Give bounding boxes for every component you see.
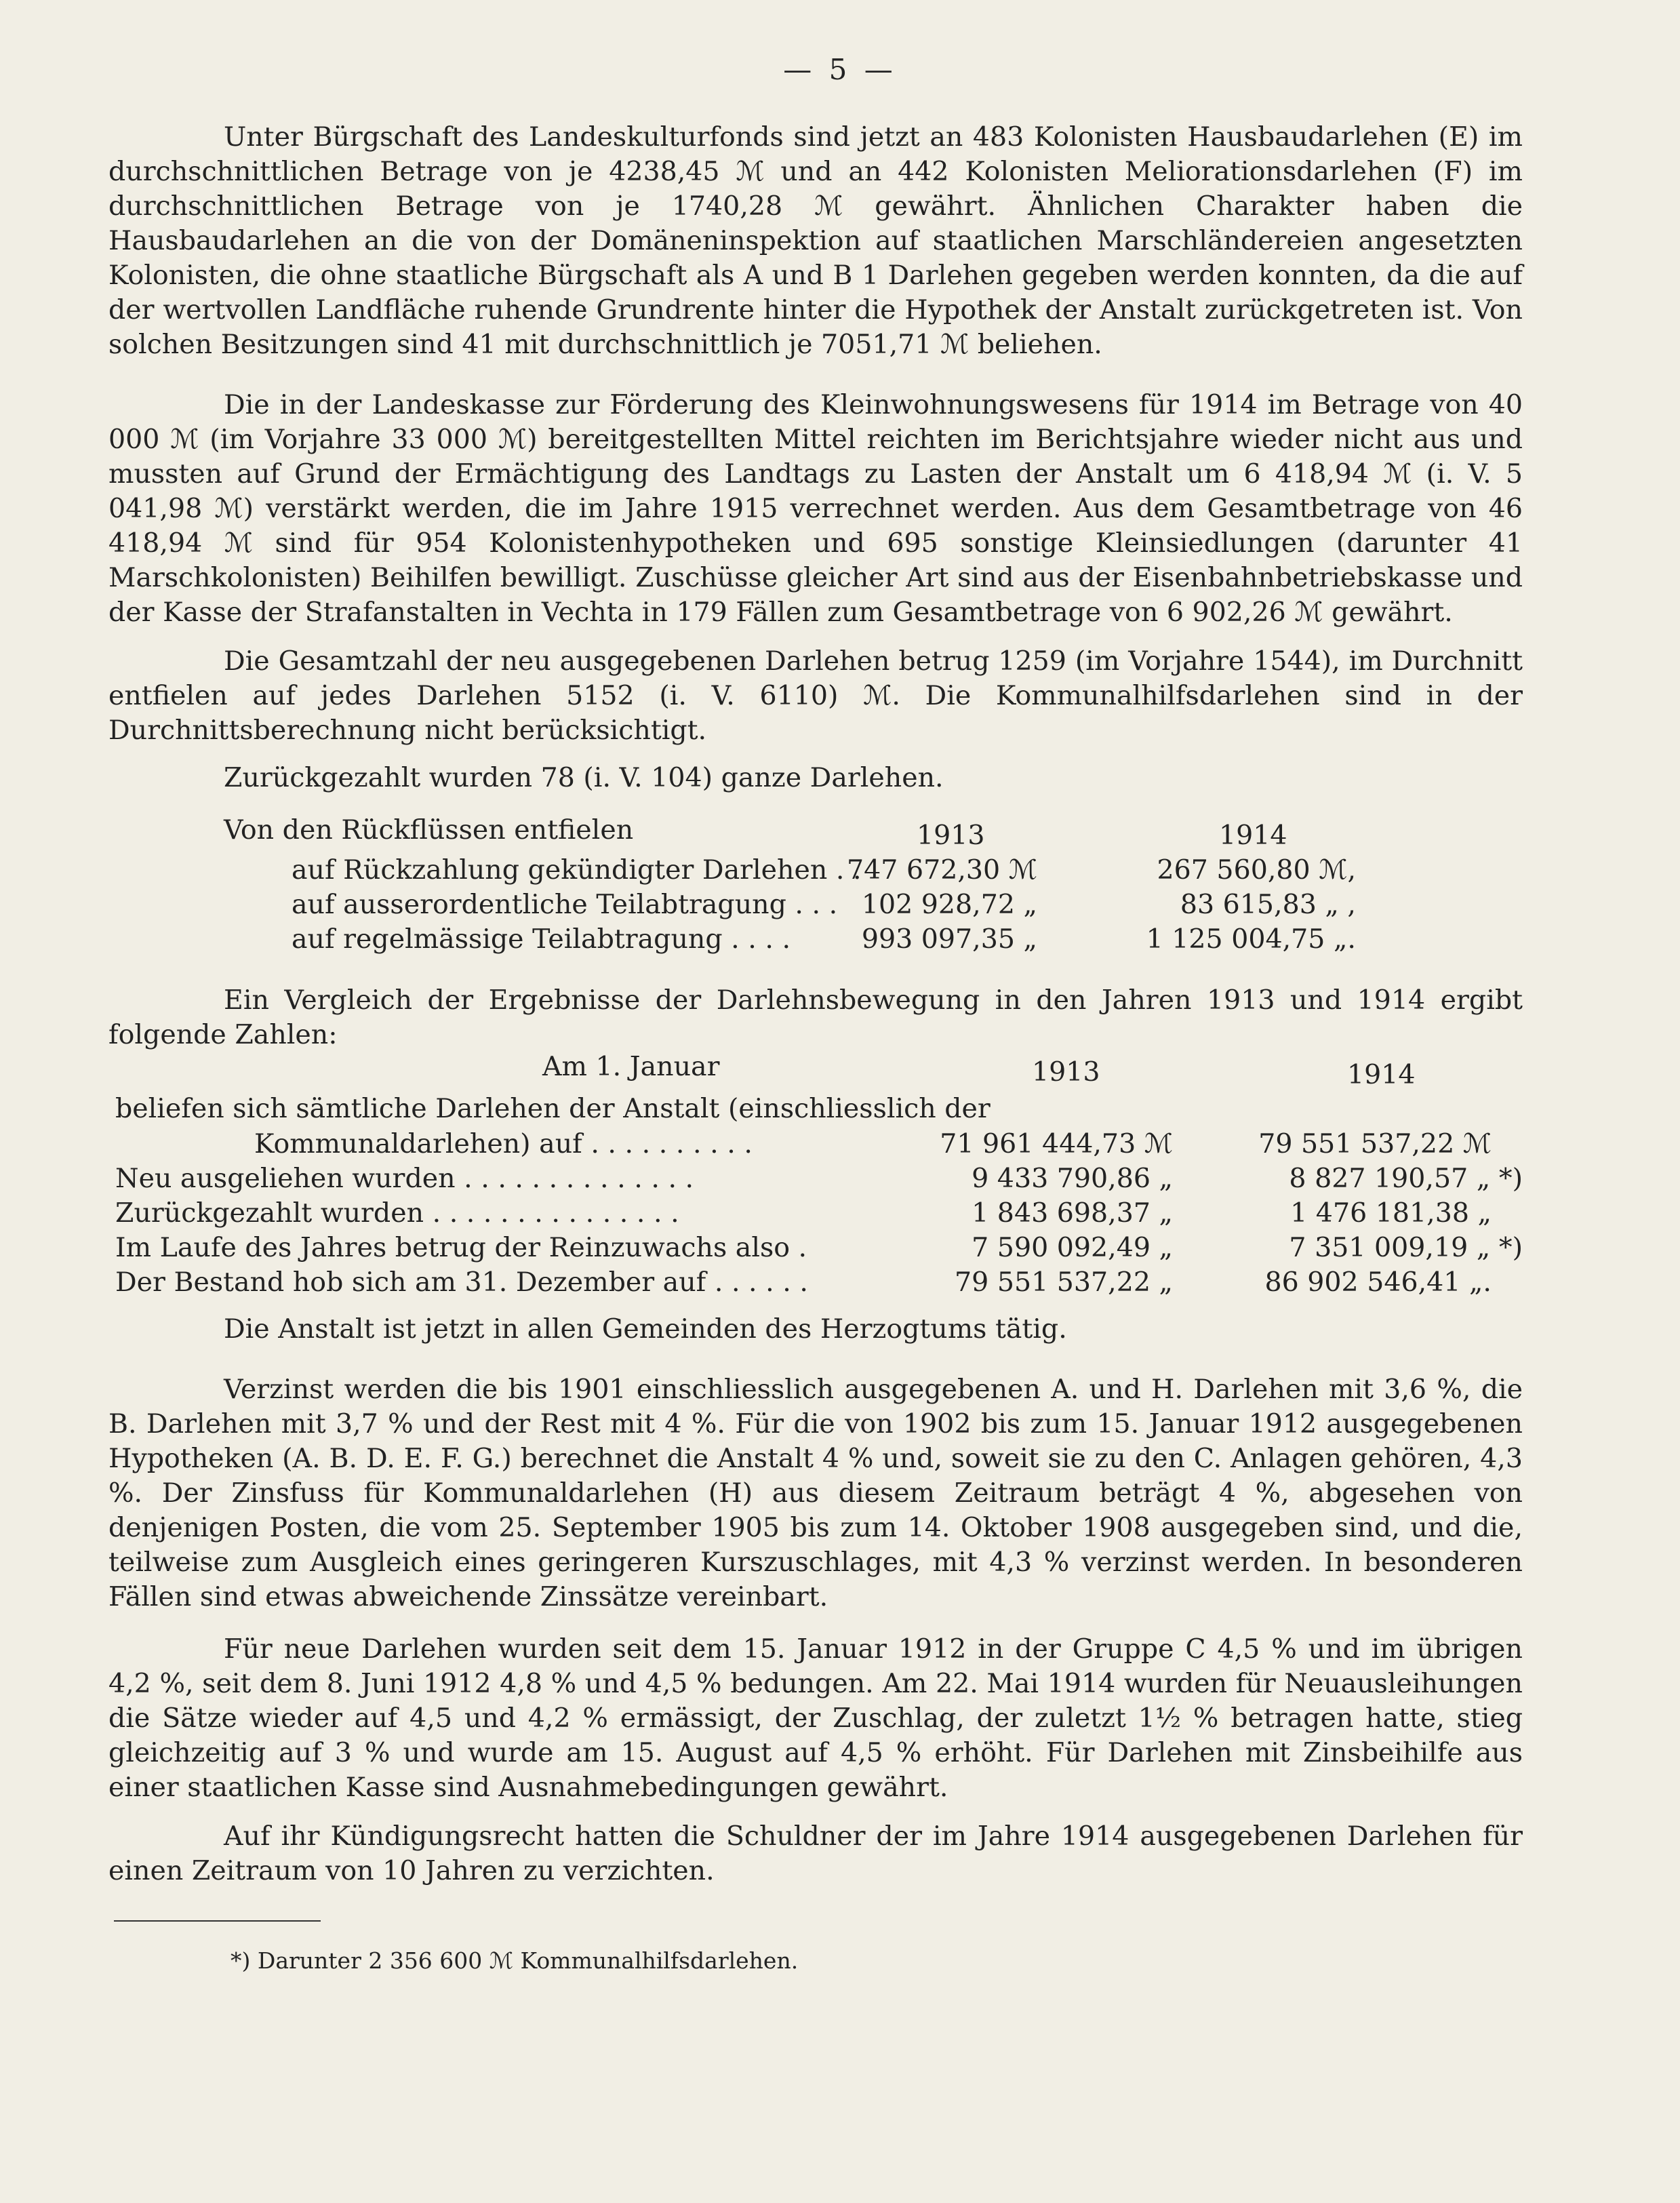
table2-row-3-1913: 1 843 698,37 „ — [972, 1197, 1173, 1229]
table1-year-1914: 1914 — [1219, 820, 1287, 851]
table1-row-1-1914: 267 560,80 ℳ, — [1157, 854, 1356, 886]
table2-row-4-label: Im Laufe des Jahres betrug der Reinzuwachs also . — [115, 1232, 807, 1263]
table1-row-2-1914: 83 615,83 „ , — [1180, 889, 1356, 920]
paragraph-5 — [108, 983, 1523, 1052]
table1-row-1-1913: 747 672,30 ℳ — [847, 854, 1037, 886]
table2-row-2-1914: 8 827 190,57 „ *) — [1289, 1163, 1523, 1194]
paragraph-6 — [108, 1312, 1523, 1347]
paragraph-9-text: Auf ihr Kündigungsrecht hatten die Schuldner der im Jahre 1914 ausgegebenen Darlehen für einen Zeitraum von 10 Jahren zu verzichten. — [108, 1821, 1523, 1886]
table1-intro: Von den Rückflüssen entfielen — [224, 814, 634, 846]
page-number: — 5 — — [783, 53, 897, 86]
table2-row-1-1914: 79 551 537,22 ℳ — [1258, 1128, 1492, 1159]
table2-row-3-label: Zurückgezahlt wurden . . . . . . . . . . . . . . . — [115, 1197, 679, 1229]
table2-row-1-1913: 71 961 444,73 ℳ — [940, 1128, 1173, 1159]
paragraph-8 — [108, 1632, 1523, 1805]
paragraph-7-text: Verzinst werden die bis 1901 einschliesslich ausgegebenen A. und H. Darlehen mit 3,6 %, die B. Darlehen mit 3,7 % und der Rest mit 4 %. Für die von 1902 bis zum 15. Januar 1912 ausgegebenen Hypotheken (A. B. D. E. F. G.) berechnet die Anstalt 4 % und, soweit sie zu den C. Anlagen gehören, 4,3 %. Der Zinsfuss für Kommunaldarlehen (H) aus diesem Zeitraum beträgt 4 %, abgesehen von denjenigen Posten, die vom 25. September 1905 bis zum 14. Oktober 1908 ausgegeben sind, und die, teilweise zum Ausgleich eines geringeren Kurszuschlages, mit 4,3 % verzinst werden. In besonderen Fällen sind etwas abweichende Zinssätze vereinbart. — [108, 1374, 1523, 1612]
table2-heading: Am 1. Januar — [542, 1051, 720, 1082]
paragraph-9 — [108, 1819, 1523, 1888]
table2-row-5-label: Der Bestand hob sich am 31. Dezember auf . . . . . . — [115, 1267, 808, 1298]
paragraph-3 — [108, 644, 1523, 748]
table1-row-3-1913: 993 097,35 „ — [861, 924, 1037, 955]
table2-row-5-1913: 79 551 537,22 „ — [955, 1267, 1173, 1298]
paragraph-4 — [108, 761, 1523, 795]
paragraph-1-text: Unter Bürgschaft des Landeskulturfonds sind jetzt an 483 Kolonisten Hausbaudarlehen (E) im durchschnittlichen Betrage von je 4238,45 ℳ und an 442 Kolonisten Meliorationsdarlehen (F) im durchschnittlichen Betrage von je 1740,28 ℳ gewährt. Ähnlichen Charakter haben die Hausbaudarlehen an die von der Domäneninspektion auf staatlichen Marschländereien angesetzten Kolonisten, die ohne staatliche Bürgschaft als A und B 1 Darlehen gegeben werden konnten, da die auf der wertvollen Landfläche ruhende Grundrente hinter die Hypothek der Anstalt zurückgetreten ist. Von solchen Besitzungen sind 41 mit durchschnittlich je 7051,71 ℳ beliehen. — [108, 121, 1523, 360]
table2-label-line-1: beliefen sich sämtliche Darlehen der Anstalt (einschliesslich der — [115, 1093, 991, 1124]
table1-row-2-1913: 102 928,72 „ — [861, 889, 1037, 920]
table2-row-4-1914: 7 351 009,19 „ *) — [1289, 1232, 1523, 1263]
footnote-rule — [114, 1920, 321, 1922]
paragraph-8-text: Für neue Darlehen wurden seit dem 15. Januar 1912 in der Gruppe C 4,5 % und im übrigen 4,2 %, seit dem 8. Juni 1912 4,8 % und 4,5 % bedungen. Am 22. Mai 1914 wurden für Neuausleihungen die Sätze wieder auf 4,5 und 4,2 % ermässigt, der Zuschlag, der zuletzt 1½ % betragen hatte, stieg gleichzeitig auf 3 % und wurde am 15. August auf 4,5 % erhöht. Für Darlehen mit Zinsbeihilfe aus einer staatlichen Kasse sind Ausnahmebedingungen gewährt. — [108, 1633, 1523, 1803]
paragraph-1 — [108, 120, 1523, 362]
table1-row-3-1914: 1 125 004,75 „. — [1146, 924, 1356, 955]
paragraph-3-text: Die Gesamtzahl der neu ausgegebenen Darlehen betrug 1259 (im Vorjahre 1544), im Durchnitt entfielen auf jedes Darlehen 5152 (i. V. 6110) ℳ. Die Kommunalhilfsdarlehen sind in der Durchnittsberechnung nicht berücksichtigt. — [108, 646, 1523, 746]
table1-year-1913: 1913 — [917, 820, 985, 851]
table2-row-4-1913: 7 590 092,49 „ — [972, 1232, 1173, 1263]
paragraph-2 — [108, 388, 1523, 630]
table2-row-3-1914: 1 476 181,38 „ — [1290, 1197, 1492, 1229]
paragraph-7 — [108, 1372, 1523, 1614]
table1-row-3-label: auf regelmässige Teilabtragung . . . . — [292, 924, 791, 955]
paragraph-6-text: Die Anstalt ist jetzt in allen Gemeinden des Herzogtums tätig. — [224, 1313, 1067, 1345]
table1-row-1-label: auf Rückzahlung gekündigter Darlehen . . — [292, 854, 862, 886]
table2-year-1913: 1913 — [1032, 1056, 1100, 1088]
footnote: *) Darunter 2 356 600 ℳ Kommunalhilfsdarlehen. — [231, 1947, 799, 1974]
paragraph-2-text: Die in der Landeskasse zur Förderung des Kleinwohnungswesens für 1914 im Betrage von 40 000 ℳ (im Vorjahre 33 000 ℳ) bereitgestellten Mittel reichten im Berichtsjahre wieder nicht aus und mussten auf Grund der Ermächtigung des Landtags zu Lasten der Anstalt um 6 418,94 ℳ (i. V. 5 041,98 ℳ) verstärkt werden, die im Jahre 1915 verrechnet werden. Aus dem Gesamtbetrage von 46 418,94 ℳ sind für 954 Kolonistenhypotheken und 695 sonstige Kleinsiedlungen (darunter 41 Marschkolonisten) Beihilfen bewilligt. Zuschüsse gleicher Art sind aus der Eisenbahnbetriebskasse und der Kasse der Strafanstalten in Vechta in 179 Fällen zum Gesamtbetrage von 6 902,26 ℳ gewährt. — [108, 389, 1523, 628]
table2-row-2-label: Neu ausgeliehen wurden . . . . . . . . . . . . . . — [115, 1163, 694, 1194]
table2-row-2-1913: 9 433 790,86 „ — [972, 1163, 1173, 1194]
table2-year-1914: 1914 — [1347, 1059, 1416, 1090]
paragraph-5-text: Ein Vergleich der Ergebnisse der Darlehnsbewegung in den Jahren 1913 und 1914 ergibt folgende Zahlen: — [108, 985, 1523, 1050]
table1-row-2-label: auf ausserordentliche Teilabtragung . . . — [292, 889, 838, 920]
table2-row-1-label: Kommunaldarlehen) auf . . . . . . . . . . — [254, 1128, 753, 1159]
paragraph-4-text: Zurückgezahlt wurden 78 (i. V. 104) ganze Darlehen. — [224, 762, 944, 793]
table2-row-5-1914: 86 902 546,41 „. — [1264, 1267, 1492, 1298]
